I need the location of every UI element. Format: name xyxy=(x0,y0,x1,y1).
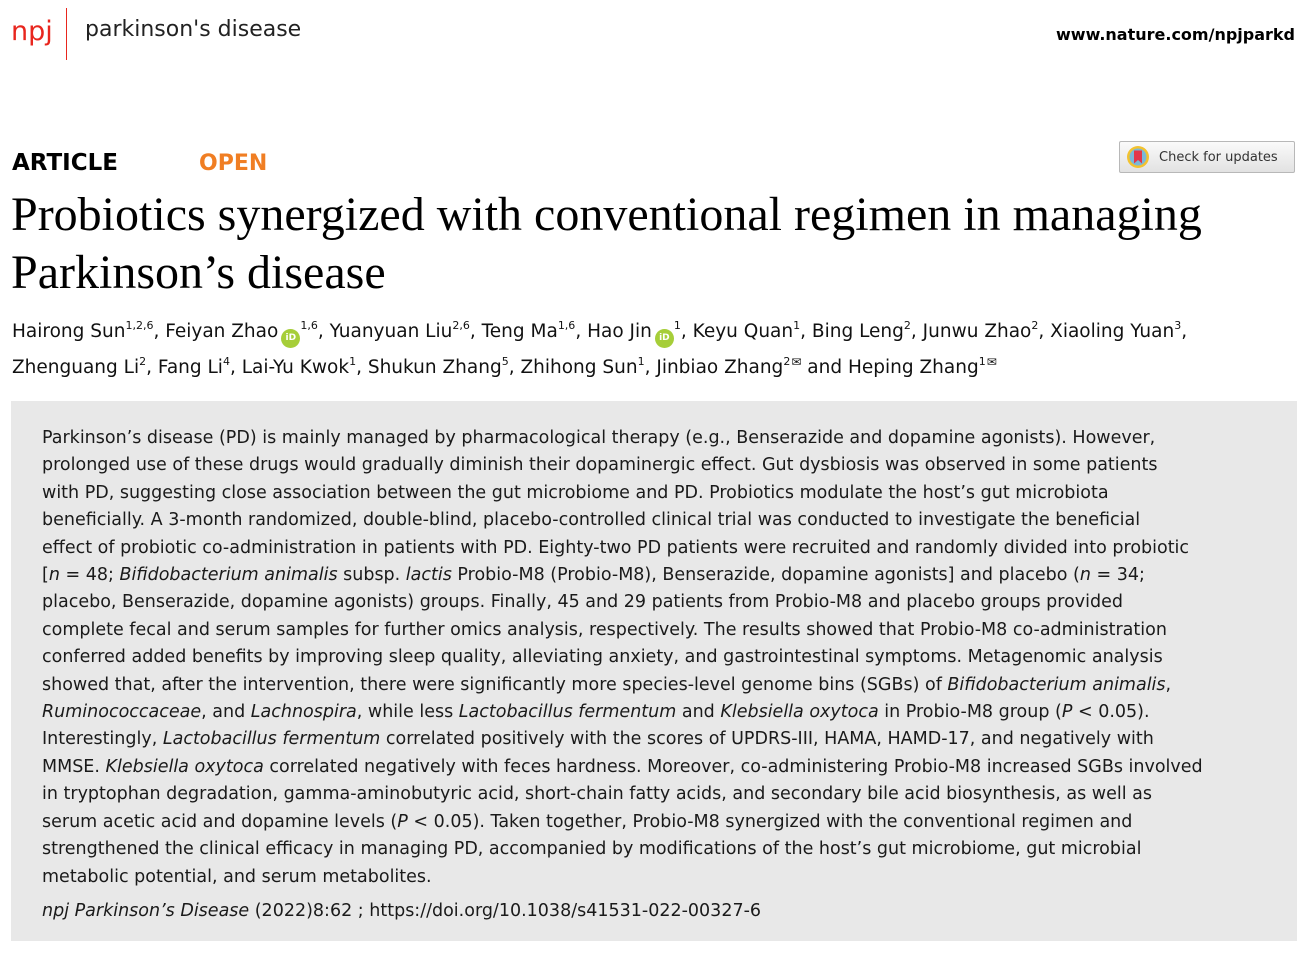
check-for-updates-label: Check for updates xyxy=(1159,149,1278,165)
author-name[interactable] xyxy=(923,321,1039,342)
abstract-line: [n = 48; Bifidobacterium animalis subsp. lactis Probio-M8 (Probio-M8), Benserazide, dopamine agonists] and placebo (n = 34; xyxy=(42,565,1145,586)
author-affiliation: 1 xyxy=(793,319,801,332)
envelope-icon[interactable]: ✉ xyxy=(986,355,997,369)
check-updates-icon xyxy=(1126,145,1150,169)
author-name[interactable] xyxy=(158,357,230,378)
abstract-line: strengthened the clinical efficacy in managing PD, accompanied by modifications of the host’s gut microbiome, gut microbial xyxy=(42,839,1142,860)
author-affiliation: 2 xyxy=(1031,319,1039,332)
author-list: Hairong Sun$^{1,2,6}$, Feiyan Zhao iD$^{1,6}$, Yuanyuan Liu$^{2,6}$, Teng Ma$^{1,6}$, Hao Jin $iD^1$, Keyu Quan$^1$, Bing Leng$^2$, Junwu Zhao$^2$, Xiaoling Yuan$^3$, Zhenguang Li$^2$, Fang Li$^4$, Lai-Yu Kwok$^1$, Shukun Zhang$^5$, Zhihong Sun$^1$, Jinbiao Zhang$^2$✉ and Heping Zhang$^1$✉ xyxy=(12,319,1188,378)
author-name-text: Shukun Zhang xyxy=(367,357,502,378)
abstract-line: with PD, suggesting close association between the gut microbiome and PD. Probiotics modulate the host’s gut microbiota xyxy=(42,482,1109,503)
author-name-text: Yuanyuan Liu xyxy=(329,321,453,342)
citation-separator: ; xyxy=(352,901,370,921)
open-access-label: OPEN xyxy=(199,151,268,176)
author-affiliation: 2 xyxy=(783,355,791,368)
abstract-line: showed that, after the intervention, there were significantly more species-level genome bins (SGBs) of Bifidobacterium animalis, xyxy=(42,674,1172,695)
article-type-label: ARTICLE xyxy=(12,150,118,176)
logo-divider xyxy=(66,8,67,60)
author-name-text: Keyu Quan xyxy=(692,321,794,342)
author-affiliation: 3 xyxy=(1174,319,1182,332)
npj-logo[interactable]: npj xyxy=(11,16,53,47)
journal-url-link[interactable]: www.nature.com/npjparkd xyxy=(1056,25,1295,44)
orcid-icon[interactable]: iD xyxy=(281,329,300,348)
abstract-line: metabolic potential, and serum metabolites. xyxy=(42,866,432,887)
author-name-text: Teng Ma xyxy=(481,321,558,342)
author-affiliation: 1,6 xyxy=(557,319,576,332)
author-name[interactable] xyxy=(12,357,146,378)
title-line-2: Parkinson’s disease xyxy=(11,246,386,299)
abstract-line: conferred added benefits by improving sleep quality, alleviating anxiety, and gastrointestinal symptoms. Metagenomic analysis xyxy=(42,647,1163,668)
author-name[interactable] xyxy=(1050,321,1181,342)
author-name-text: Junwu Zhao xyxy=(922,321,1032,342)
doi-link[interactable]: https://doi.org/10.1038/s41531-022-00327-6 xyxy=(369,901,762,921)
author-name-text: Zhenguang Li xyxy=(12,357,140,378)
author-affiliation: 1 xyxy=(637,355,645,368)
author-name[interactable] xyxy=(693,321,801,342)
author-name-text: Hairong Sun xyxy=(12,321,126,342)
author-name-text: Bing Leng xyxy=(811,321,904,342)
article-title xyxy=(11,186,1306,302)
abstract-box xyxy=(11,401,1297,941)
author-name[interactable] xyxy=(656,357,801,378)
abstract-line: placebo, Benserazide, dopamine agonists) groups. Finally, 45 and 29 patients from Probio-M8 and placebo groups provided xyxy=(42,592,1123,613)
author-name-text: Fang Li xyxy=(157,357,223,378)
author-affiliation: 1,6 xyxy=(300,319,318,332)
author-name[interactable] xyxy=(368,357,509,378)
author-name[interactable] xyxy=(12,321,153,342)
author-name[interactable] xyxy=(520,357,644,378)
abstract-line: beneficially. A 3-month randomized, double-blind, placebo-controlled clinical trial was conducted to investigate the beneficial xyxy=(42,510,1141,531)
abstract-line: in tryptophan degradation, gamma-aminobutyric acid, short-chain fatty acids, and secondary bile acid biosynthesis, as well as xyxy=(42,784,1152,805)
abstract-line: serum acetic acid and dopamine levels (P < 0.05). Taken together, Probio-M8 synergized with the conventional regimen and xyxy=(42,811,1133,832)
author-name-text: Heping Zhang xyxy=(847,357,979,378)
author-name-text: Feiyan Zhao xyxy=(165,321,279,342)
abstract-line: Ruminococcaceae, and Lachnospira, while less Lactobacillus fermentum and Klebsiella oxytoca in Probio-M8 group (P < 0.05). xyxy=(42,702,1150,723)
author-name-text: Lai-Yu Kwok xyxy=(241,357,350,378)
journal-header xyxy=(0,0,1309,60)
author-name-text: Hao Jin xyxy=(587,321,652,342)
author-name[interactable] xyxy=(848,357,997,378)
title-line-1: Probiotics synergized with conventional regimen in managing xyxy=(11,188,1202,241)
abstract-line: MMSE. Klebsiella oxytoca correlated negatively with feces hardness. Moreover, co-administering Probio-M8 increased SGBs involved xyxy=(42,756,1203,777)
author-name[interactable] xyxy=(330,321,470,342)
author-affiliation: 5 xyxy=(501,355,509,368)
abstract-line: Parkinson’s disease (PD) is mainly managed by pharmacological therapy (e.g., Benserazide and dopamine agonists). However, xyxy=(42,428,1156,448)
abstract-line: prolonged use of these drugs would gradually diminish their dopaminergic effect. Gut dysbiosis was observed in some patients xyxy=(42,455,1158,476)
author-affiliation: 2 xyxy=(903,319,911,332)
author-name[interactable] xyxy=(812,321,911,342)
citation-journal: npj Parkinson’s Disease xyxy=(42,901,250,921)
author-name-text: Xiaoling Yuan xyxy=(1050,321,1175,342)
author-affiliation: 2 xyxy=(139,355,147,368)
author-affiliation: 1 xyxy=(978,355,986,368)
author-affiliation: 2,6 xyxy=(452,319,470,332)
author-name-text: Zhihong Sun xyxy=(520,357,638,378)
journal-name[interactable]: parkinson's disease xyxy=(85,17,302,42)
author-name-text: Jinbiao Zhang xyxy=(656,357,784,378)
author-name[interactable] xyxy=(482,321,576,342)
author-affiliation: 1 xyxy=(349,355,357,368)
author-name[interactable] xyxy=(165,321,318,342)
abstract-line: Interestingly, Lactobacillus fermentum correlated positively with the scores of UPDRS-III, HAMA, HAMD-17, and negatively with xyxy=(42,729,1154,750)
author-affiliation: 1,2,6 xyxy=(125,319,154,332)
author-name[interactable] xyxy=(587,321,681,342)
envelope-icon[interactable]: ✉ xyxy=(791,355,802,369)
author-affiliation: 1 xyxy=(673,319,681,332)
abstract-line: complete fecal and serum samples for further omics analysis, respectively. The results showed that Probio-M8 co-administration xyxy=(42,619,1167,640)
citation xyxy=(42,901,761,921)
abstract-text xyxy=(42,425,1282,891)
check-for-updates-button[interactable] xyxy=(1119,141,1295,173)
author-affiliation: 4 xyxy=(222,355,230,368)
author-name[interactable] xyxy=(242,357,356,378)
abstract-line: effect of probiotic co-administration in patients with PD. Eighty-two PD patients were recruited and randomly divided into probiotic xyxy=(42,537,1190,558)
orcid-icon[interactable]: iD xyxy=(655,329,674,348)
citation-details: (2022)8:62 xyxy=(249,901,353,921)
